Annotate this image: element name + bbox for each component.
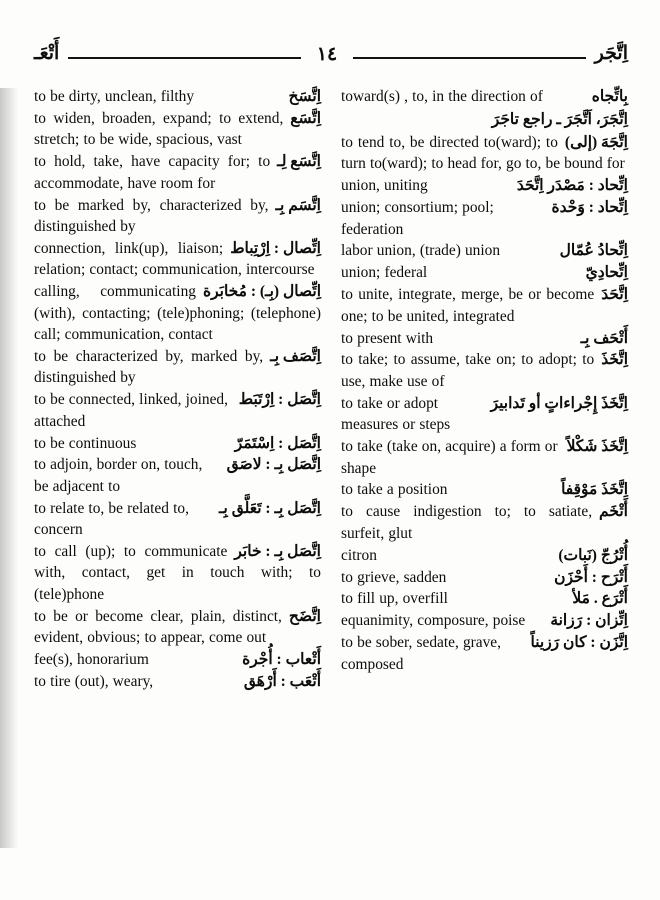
- entry-gloss-english: calling, communicating (with), contacting; (tele)phoning; (telephone) call; communication, contact: [34, 283, 321, 343]
- dictionary-entry: [341, 328, 628, 349]
- entry-gloss-english: toward(s) , to, in the direction of: [341, 88, 543, 105]
- entry-gloss-english: to cause indigestion to; to satiate, surfeit, glut: [341, 503, 593, 542]
- entry-gloss-english: citron: [341, 546, 377, 564]
- dictionary-entry: [341, 240, 628, 261]
- entry-headword-arabic: اِتِّحاد : وَحْدة: [551, 199, 628, 217]
- column-left: [34, 86, 321, 693]
- running-head-rule-left: [68, 57, 300, 59]
- entry-headword-arabic: اِتَّخَذَ مَوْقِفاً: [561, 481, 628, 499]
- entry-headword-arabic: أَتْحَف بِـ: [580, 329, 628, 347]
- entry-headword-arabic: اِتَّسَخ: [288, 88, 321, 105]
- entry-headword-arabic: أَتْخَم: [599, 503, 628, 521]
- entry-gloss-english: to be marked by, characterized by, distinguished by: [34, 196, 269, 235]
- dictionary-entry: [341, 393, 628, 436]
- entry-gloss-english: to tire (out), weary,: [34, 672, 154, 690]
- dictionary-entry: [341, 86, 628, 107]
- entry-headword-arabic: أَتْعَب : أَرْهَق: [243, 672, 321, 690]
- entry-headword-arabic: اِتَّخَذَ شَكْلاً: [566, 438, 628, 456]
- entry-headword-arabic: اِتِّزان : رَزانة: [550, 612, 628, 630]
- gutter-ink-smudge: [0, 88, 18, 848]
- dictionary-entry: [34, 498, 321, 541]
- entry-headword-arabic: اِتَّصَل : اِرْتَبَط: [238, 391, 321, 409]
- entry-headword-arabic: اِتَّصَل بِـ : خابَر: [234, 543, 321, 561]
- entry-headword-arabic: اِتَّصَف بِـ: [270, 347, 321, 365]
- dictionary-entry: [34, 151, 321, 194]
- entry-gloss-english: to take; to assume, take on; to adopt; to use, make use of: [341, 351, 595, 390]
- entry-gloss-english: connection, link(up), liaison; relation; contact; communication, intercourse: [34, 239, 315, 279]
- entry-gloss-english: to present with: [341, 329, 434, 347]
- dictionary-entry: [341, 545, 628, 566]
- page-columns: [34, 86, 628, 693]
- entry-gloss-english: to relate to, be related to, concern: [34, 499, 189, 539]
- dictionary-entry: [34, 454, 321, 497]
- entry-gloss-english: to be or become clear, plain, distinct, evident, obvious; to appear, come out: [34, 607, 282, 647]
- entry-headword-arabic: اِتَّسَع: [290, 109, 321, 127]
- entry-headword-arabic: أَتْرَح : أَحْزَن: [554, 568, 628, 586]
- running-head-right-word: اِتَّجَر: [594, 42, 628, 64]
- entry-headword-arabic: اِتِّحاد : مَصْدَر اِتَّحَدَ: [516, 177, 628, 195]
- dictionary-entry: [341, 479, 628, 500]
- entry-gloss-english: to call (up); to communicate with, contact, get in touch with; to (tele)phone: [34, 543, 321, 603]
- page-number: ١٤: [316, 43, 338, 65]
- dictionary-entry: [341, 284, 628, 327]
- entry-headword-arabic: اِتَّزَن : كان رَزيناً: [530, 634, 628, 652]
- dictionary-entry: [34, 433, 321, 454]
- dictionary-entry: [341, 632, 628, 675]
- dictionary-entry: [34, 281, 321, 345]
- dictionary-entry: [34, 108, 321, 151]
- entry-gloss-english: union; federal: [341, 264, 428, 282]
- dictionary-entry: [34, 671, 321, 692]
- entry-headword-arabic: اِتَّضَح: [288, 607, 321, 625]
- dictionary-entry: [34, 649, 321, 670]
- column-right: [341, 86, 628, 693]
- dictionary-entry: [34, 346, 321, 389]
- entry-headword-arabic: اِتِّصال : اِرْتِباط: [230, 239, 321, 257]
- entry-headword-arabic: اِتَّصَل بِـ : تَعَلَّق بِـ: [218, 499, 321, 517]
- dictionary-entry: [341, 132, 628, 175]
- entry-gloss-english: to adjoin, border on, touch, be adjacent to: [34, 456, 203, 495]
- entry-gloss-english: to be connected, linked, joined, attached: [34, 391, 228, 430]
- entry-gloss-english: to hold, take, have capacity for; to accommodate, have room for: [34, 153, 271, 192]
- entry-gloss-english: to be dirty, unclean, filthy: [34, 88, 195, 105]
- entry-headword-arabic: اِتَّسَم بِـ: [275, 196, 321, 214]
- running-head: [34, 34, 628, 72]
- dictionary-entry: [341, 588, 628, 609]
- entry-gloss-english: to be sober, sedate, grave, composed: [341, 634, 501, 673]
- entry-headword-arabic: اِتَّخَذَ إِجْراءاتٍ أو تَدابيرَ: [490, 394, 628, 412]
- dictionary-entry: [34, 606, 321, 649]
- entry-gloss-english: to grieve, sadden: [341, 568, 447, 586]
- entry-gloss-english: to tend to, be directed to(ward); to turn to(ward); to head for, go to, be bound for: [341, 133, 625, 173]
- entry-gloss-english: labor union, (trade) union: [341, 242, 501, 260]
- dictionary-entry: [341, 197, 628, 240]
- running-head-rule-right: [353, 57, 585, 59]
- cross-reference-line: اِتَّجَرَ، اَتَّجَرَ ـ راجع تاجَرَ: [491, 110, 628, 128]
- dictionary-entry: [341, 610, 628, 631]
- entry-gloss-english: equanimity, composure, poise: [341, 612, 526, 630]
- dictionary-entry: [341, 349, 628, 392]
- entry-gloss-english: to take (take on, acquire) a form or shape: [341, 438, 558, 477]
- dictionary-entry: [341, 175, 628, 196]
- entry-headword-arabic: اِتَّصَل بِـ : لاصَق: [226, 456, 321, 474]
- dictionary-entry: [34, 541, 321, 605]
- entry-gloss-english: to take a position: [341, 481, 448, 499]
- entry-gloss-english: to unite, integrate, merge, be or become one; to be united, integrated: [341, 286, 595, 325]
- dictionary-entry: [34, 389, 321, 432]
- entry-headword-arabic: اِتَّحَدَ: [601, 286, 628, 304]
- entry-headword-arabic: اِتَّجَهَ (إلى): [564, 133, 628, 151]
- entry-headword-arabic: بِاتِّجاه: [591, 88, 628, 105]
- entry-headword-arabic: اِتِّحادُ عُمّال: [559, 242, 628, 260]
- dictionary-entry: [341, 436, 628, 479]
- entry-headword-arabic: اِتَّسَع لِـ: [277, 153, 321, 171]
- dictionary-entry: [341, 262, 628, 283]
- entry-gloss-english: fee(s), honorarium: [34, 651, 149, 669]
- entry-headword-arabic: اِتَّخَذَ: [601, 351, 628, 369]
- dictionary-entry: [341, 501, 628, 544]
- dictionary-entry: [34, 238, 321, 281]
- entry-gloss-english: union, uniting: [341, 177, 428, 195]
- entry-headword-arabic: أَتْعاب : أُجْرة: [242, 651, 321, 669]
- entry-gloss-english: to be continuous: [34, 434, 137, 452]
- entry-headword-arabic: اِتِّحادِيّ: [585, 264, 628, 282]
- entry-gloss-english: to be characterized by, marked by, distinguished by: [34, 347, 264, 387]
- entry-headword-arabic: اِتَّصَل : اِسْتَمَرّ: [234, 434, 321, 452]
- entry-gloss-english: to take or adopt measures or steps: [341, 394, 451, 434]
- entry-headword-arabic: اِتِّصال (بِـ) : مُخابَرة: [202, 283, 321, 301]
- dictionary-entry: [341, 567, 628, 588]
- dictionary-entry: [34, 86, 321, 107]
- entry-headword-arabic: أُتْرُجّ (نَبات): [558, 546, 628, 564]
- entry-gloss-english: to fill up, overfill: [341, 590, 448, 608]
- entry-gloss-english: union; consortium; pool; federation: [341, 199, 494, 238]
- dictionary-entry: [34, 195, 321, 238]
- entry-headword-arabic: أَتْرَع . مَلأ: [572, 590, 628, 608]
- running-head-left-word: أَتْعَـ: [34, 42, 60, 64]
- entry-gloss-english: to widen, broaden, expand; to extend, stretch; to be wide, spacious, vast: [34, 109, 284, 149]
